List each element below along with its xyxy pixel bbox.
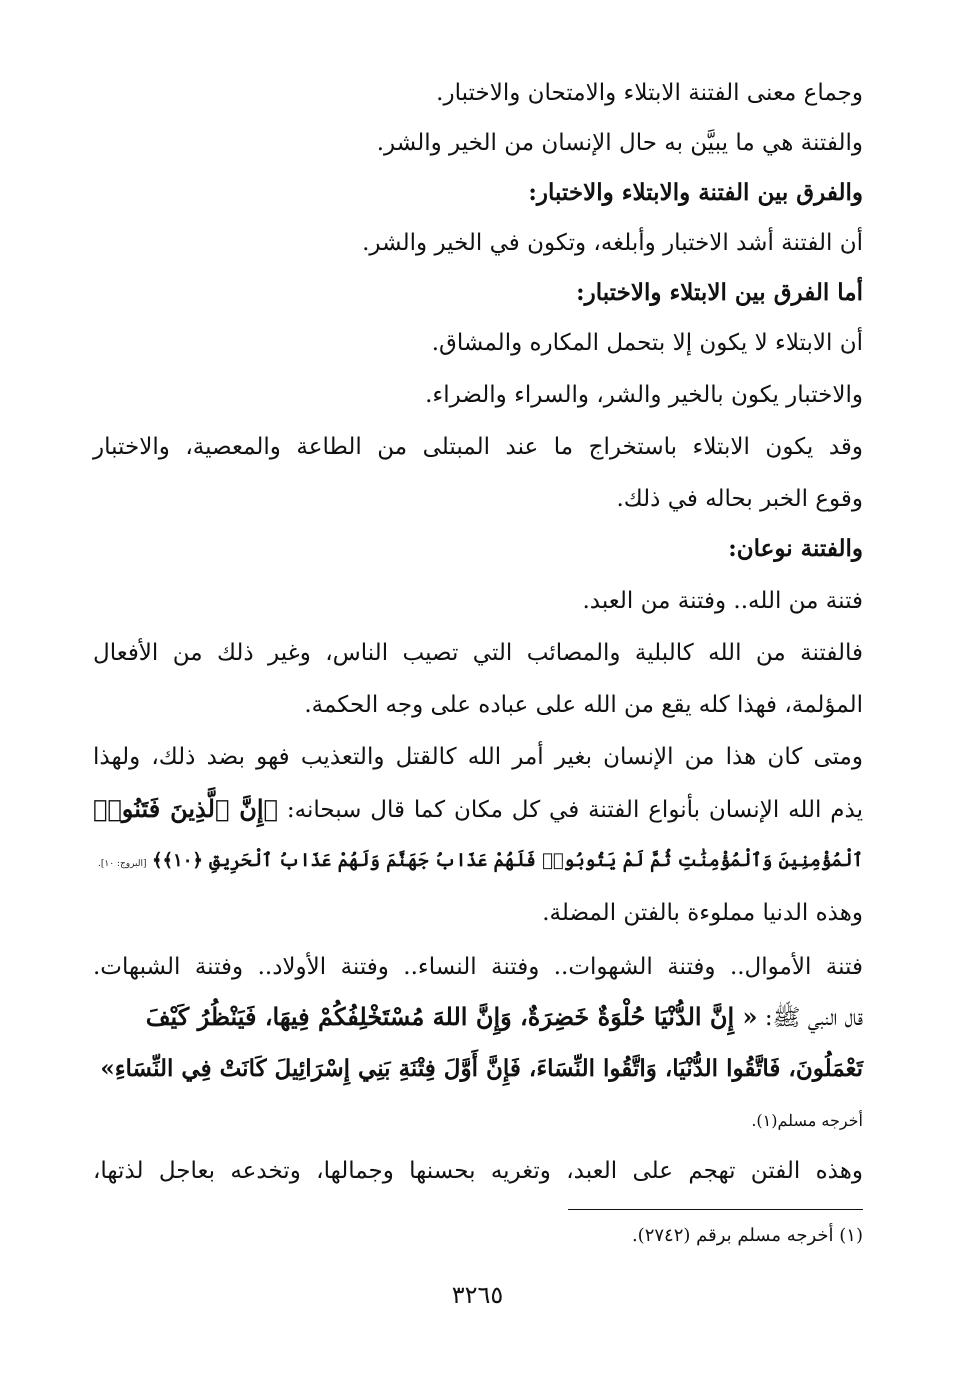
hadith-source: أخرجه مسلم(١). — [751, 1111, 863, 1130]
text-line: والفتنة هي ما يبيَّن به حال الإنسان من الخير والشر. — [376, 130, 863, 156]
text-segment: يذم الله الإنسان بأنواع الفتنة في كل مكان كما قال سبحانه: — [286, 797, 864, 823]
quran-verse: ٱلْمُؤْمِنِينَ وَٱلْمُؤْمِنَٰتِ ثُمَّ لَمْ يَتُوبُوا۟ فَلَهُمْ عَذَابُ جَهَنَّمَ وَلَهُمْ عَذَابُ ٱلْحَرِيقِ ﴿١٠﴾﴾ — [151, 850, 863, 871]
hadith-text: تَعْمَلُونَ، فَاتَّقُوا الدُّنْيَا، وَاتَّقُوا النِّسَاءَ، فَإِنَّ أَوَّلَ فِتْنَةِ بَنِي إِسْرَائِيلَ كَانَتْ فِي النِّسَاءِ» — [100, 1055, 863, 1082]
hadith-line — [93, 1052, 863, 1087]
text-line: أن الابتلاء لا يكون إلا بتحمل المكاره والمشاق. — [431, 330, 863, 356]
section-heading: والفتنة نوعان: — [728, 535, 863, 562]
quran-verse: ﴿إِنَّ ٱلَّذِينَ فَتَنُوا۟ — [93, 794, 278, 823]
quran-line — [93, 844, 863, 881]
text-line: ومتى كان هذا من الإنسان بغير أمر الله كالقتل والتعذيب فهو بضد ذلك، ولهذا — [93, 744, 863, 770]
hadith-line — [93, 1000, 863, 1035]
text-line: المؤلمة، فهذا كله يقع من الله على عباده على وجه الحكمة. — [304, 692, 863, 718]
verse-reference: [البروج: ١٠]. — [98, 859, 147, 869]
text-line: فتنة الأموال.. وفتنة الشهوات.. وفتنة النساء.. وفتنة الأولاد.. وفتنة الشبهات. — [93, 954, 863, 980]
page-number: ٣٢٦٥ — [451, 1281, 504, 1309]
section-heading: أما الفرق بين الابتلاء والاختبار: — [576, 279, 863, 306]
footnote: (١) أخرجه مسلم برقم (٢٧٤٢). — [631, 1225, 863, 1246]
text-line: وجماع معنى الفتنة الابتلاء والامتحان والاختبار. — [436, 80, 863, 106]
hadith-text: « إِنَّ الدُّنْيَا حُلْوَةٌ خَضِرَةٌ، وَإِنَّ اللهَ مُسْتَخْلِفُكُمْ فِيهَا، فَيَنْظُرُ كَيْفَ — [145, 1002, 758, 1031]
text-segment: قال النبي ﷺ: — [764, 1005, 863, 1031]
text-line-with-quran — [93, 792, 863, 827]
text-line: والاختبار يكون بالخير والشر، والسراء والضراء. — [425, 382, 863, 408]
text-line: أن الفتنة أشد الاختبار وأبلغه، وتكون في الخير والشر. — [362, 230, 863, 256]
footnote-divider — [568, 1209, 863, 1210]
text-line: وهذه الدنيا مملوءة بالفتن المضلة. — [542, 900, 863, 926]
text-line: فالفتنة من الله كالبلية والمصائب التي تصيب الناس، وغير ذلك من الأفعال — [93, 640, 863, 666]
text-line: وهذه الفتن تهجم على العبد، وتغريه بحسنها وجمالها، وتخدعه بعاجل لذتها، — [93, 1158, 863, 1184]
text-line: وقوع الخبر بحاله في ذلك. — [616, 486, 863, 512]
text-line: فتنة من الله.. وفتنة من العبد. — [582, 588, 863, 614]
section-heading: والفرق بين الفتنة والابتلاء والاختبار: — [528, 179, 863, 206]
text-line: وقد يكون الابتلاء باستخراج ما عند المبتلى من الطاعة والمعصية، والاختبار — [93, 434, 863, 460]
